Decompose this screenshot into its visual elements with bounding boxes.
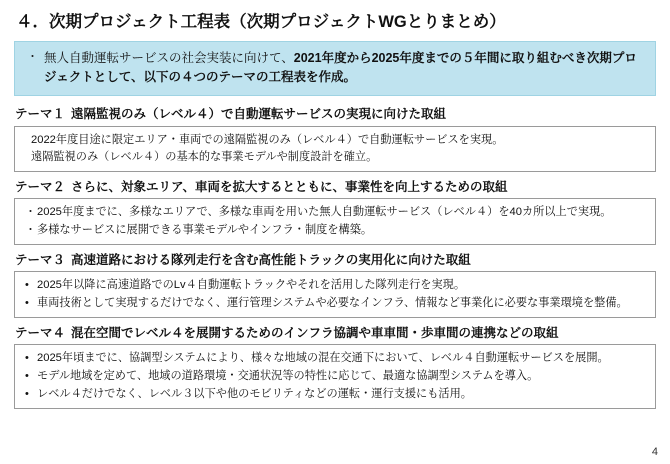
- list-item-text: 2025年以降に高速道路でのLv４自動運転トラックやそれを活用した隊列走行を実現。: [37, 279, 466, 292]
- list-item-text: 車両技術として実現するだけでなく、運行管理システムや必要なインフラ、情報など事業化に必要な事業環境を整備。: [37, 297, 628, 310]
- list-item: [25, 149, 647, 166]
- list-item-text: 遠隔監視のみ（レベル４）の基本的な事業モデルや制度設計を確立。: [31, 151, 378, 164]
- list-marker: •: [25, 297, 29, 310]
- theme-title-1: 遠隔監視のみ（レベル４）で自動運転サービスの実現に向けた取組: [71, 107, 447, 122]
- page-title: ４．次期プロジェクト工程表（次期プロジェクトWGとりまとめ）: [16, 13, 506, 31]
- lead-text-bold-1: 2021年度から2025年度までの５年間に取り組: [293, 50, 550, 65]
- theme-body-3: [14, 271, 656, 318]
- lead-text-bold-2: むべき次期プロジェクトとして、以下の４つのテーマの工程表を作成。: [44, 50, 637, 84]
- list-marker: •: [25, 279, 29, 292]
- list-marker: •: [25, 352, 29, 365]
- bullet-icon: ・: [27, 50, 38, 63]
- lead-summary-box: [14, 41, 656, 97]
- list-item: [25, 386, 647, 403]
- theme-title-3: 高速道路における隊列走行を含む高性能トラックの実用化に向けた取組: [71, 253, 471, 268]
- list-marker: •: [25, 369, 29, 382]
- theme-block-2: [14, 179, 656, 245]
- list-item: [25, 204, 647, 221]
- list-item: [25, 295, 647, 312]
- theme-label-3: テーマ３: [15, 253, 66, 268]
- lead-summary-row: [25, 49, 645, 88]
- list-item: [25, 368, 647, 385]
- page-number: 4: [651, 446, 658, 458]
- theme-label-4: テーマ４: [15, 325, 66, 340]
- list-item-text: 2025年度までに、多様なエリアで、多様な車両を用いた無人自動運転サービス（レベル４）を40カ所以上で実現。: [37, 206, 612, 219]
- list-item-text: 多様なサービスに展開できる事業モデルやインフラ・制度を構築。: [37, 224, 373, 237]
- list-item: [25, 350, 647, 367]
- theme-title-2: さらに、対象エリア、車両を拡大するとともに、事業性を向上するための取組: [71, 180, 508, 195]
- theme-body-1: [14, 126, 656, 173]
- list-item-text: モデル地域を定めて、地域の道路環境・交通状況等の特性に応じて、最適な協調型システムを導入。: [37, 369, 539, 382]
- list-item: [25, 132, 647, 149]
- list-item: [25, 222, 647, 239]
- list-marker: ・: [25, 206, 36, 219]
- theme-title-4: 混在空間でレベル４を展開するためのインフラ協調や車車間・歩車間の連携などの取組: [71, 325, 559, 340]
- theme-block-1: [14, 106, 656, 172]
- list-item-text: 2022年度目途に限定エリア・車両での遠隔監視のみ（レベル４）で自動運転サービスを実現。: [31, 133, 504, 146]
- theme-heading-4: [15, 325, 656, 341]
- theme-body-4: [14, 344, 656, 408]
- theme-block-4: [14, 325, 656, 409]
- theme-heading-1: [15, 106, 656, 122]
- list-marker: •: [25, 387, 29, 400]
- list-marker: ・: [25, 224, 36, 237]
- theme-heading-3: [15, 252, 656, 268]
- list-item-text: レベル４だけでなく、レベル３以下や他のモビリティなどの運転・運行支援にも活用。: [37, 387, 472, 400]
- theme-block-3: [14, 252, 656, 318]
- list-item-text: 2025年頃までに、協調型システムにより、様々な地域の混在交通下において、レベル４自動運転サービスを展開。: [37, 352, 609, 365]
- lead-text-part-1: 無人自動運転サービスの社会実装に向けて、: [44, 50, 294, 65]
- theme-label-2: テーマ２: [15, 180, 66, 195]
- theme-label-1: テーマ１: [15, 107, 66, 122]
- theme-heading-2: [15, 179, 656, 195]
- theme-body-2: [14, 198, 656, 245]
- lead-summary-text: [44, 49, 645, 88]
- list-item: [25, 277, 647, 294]
